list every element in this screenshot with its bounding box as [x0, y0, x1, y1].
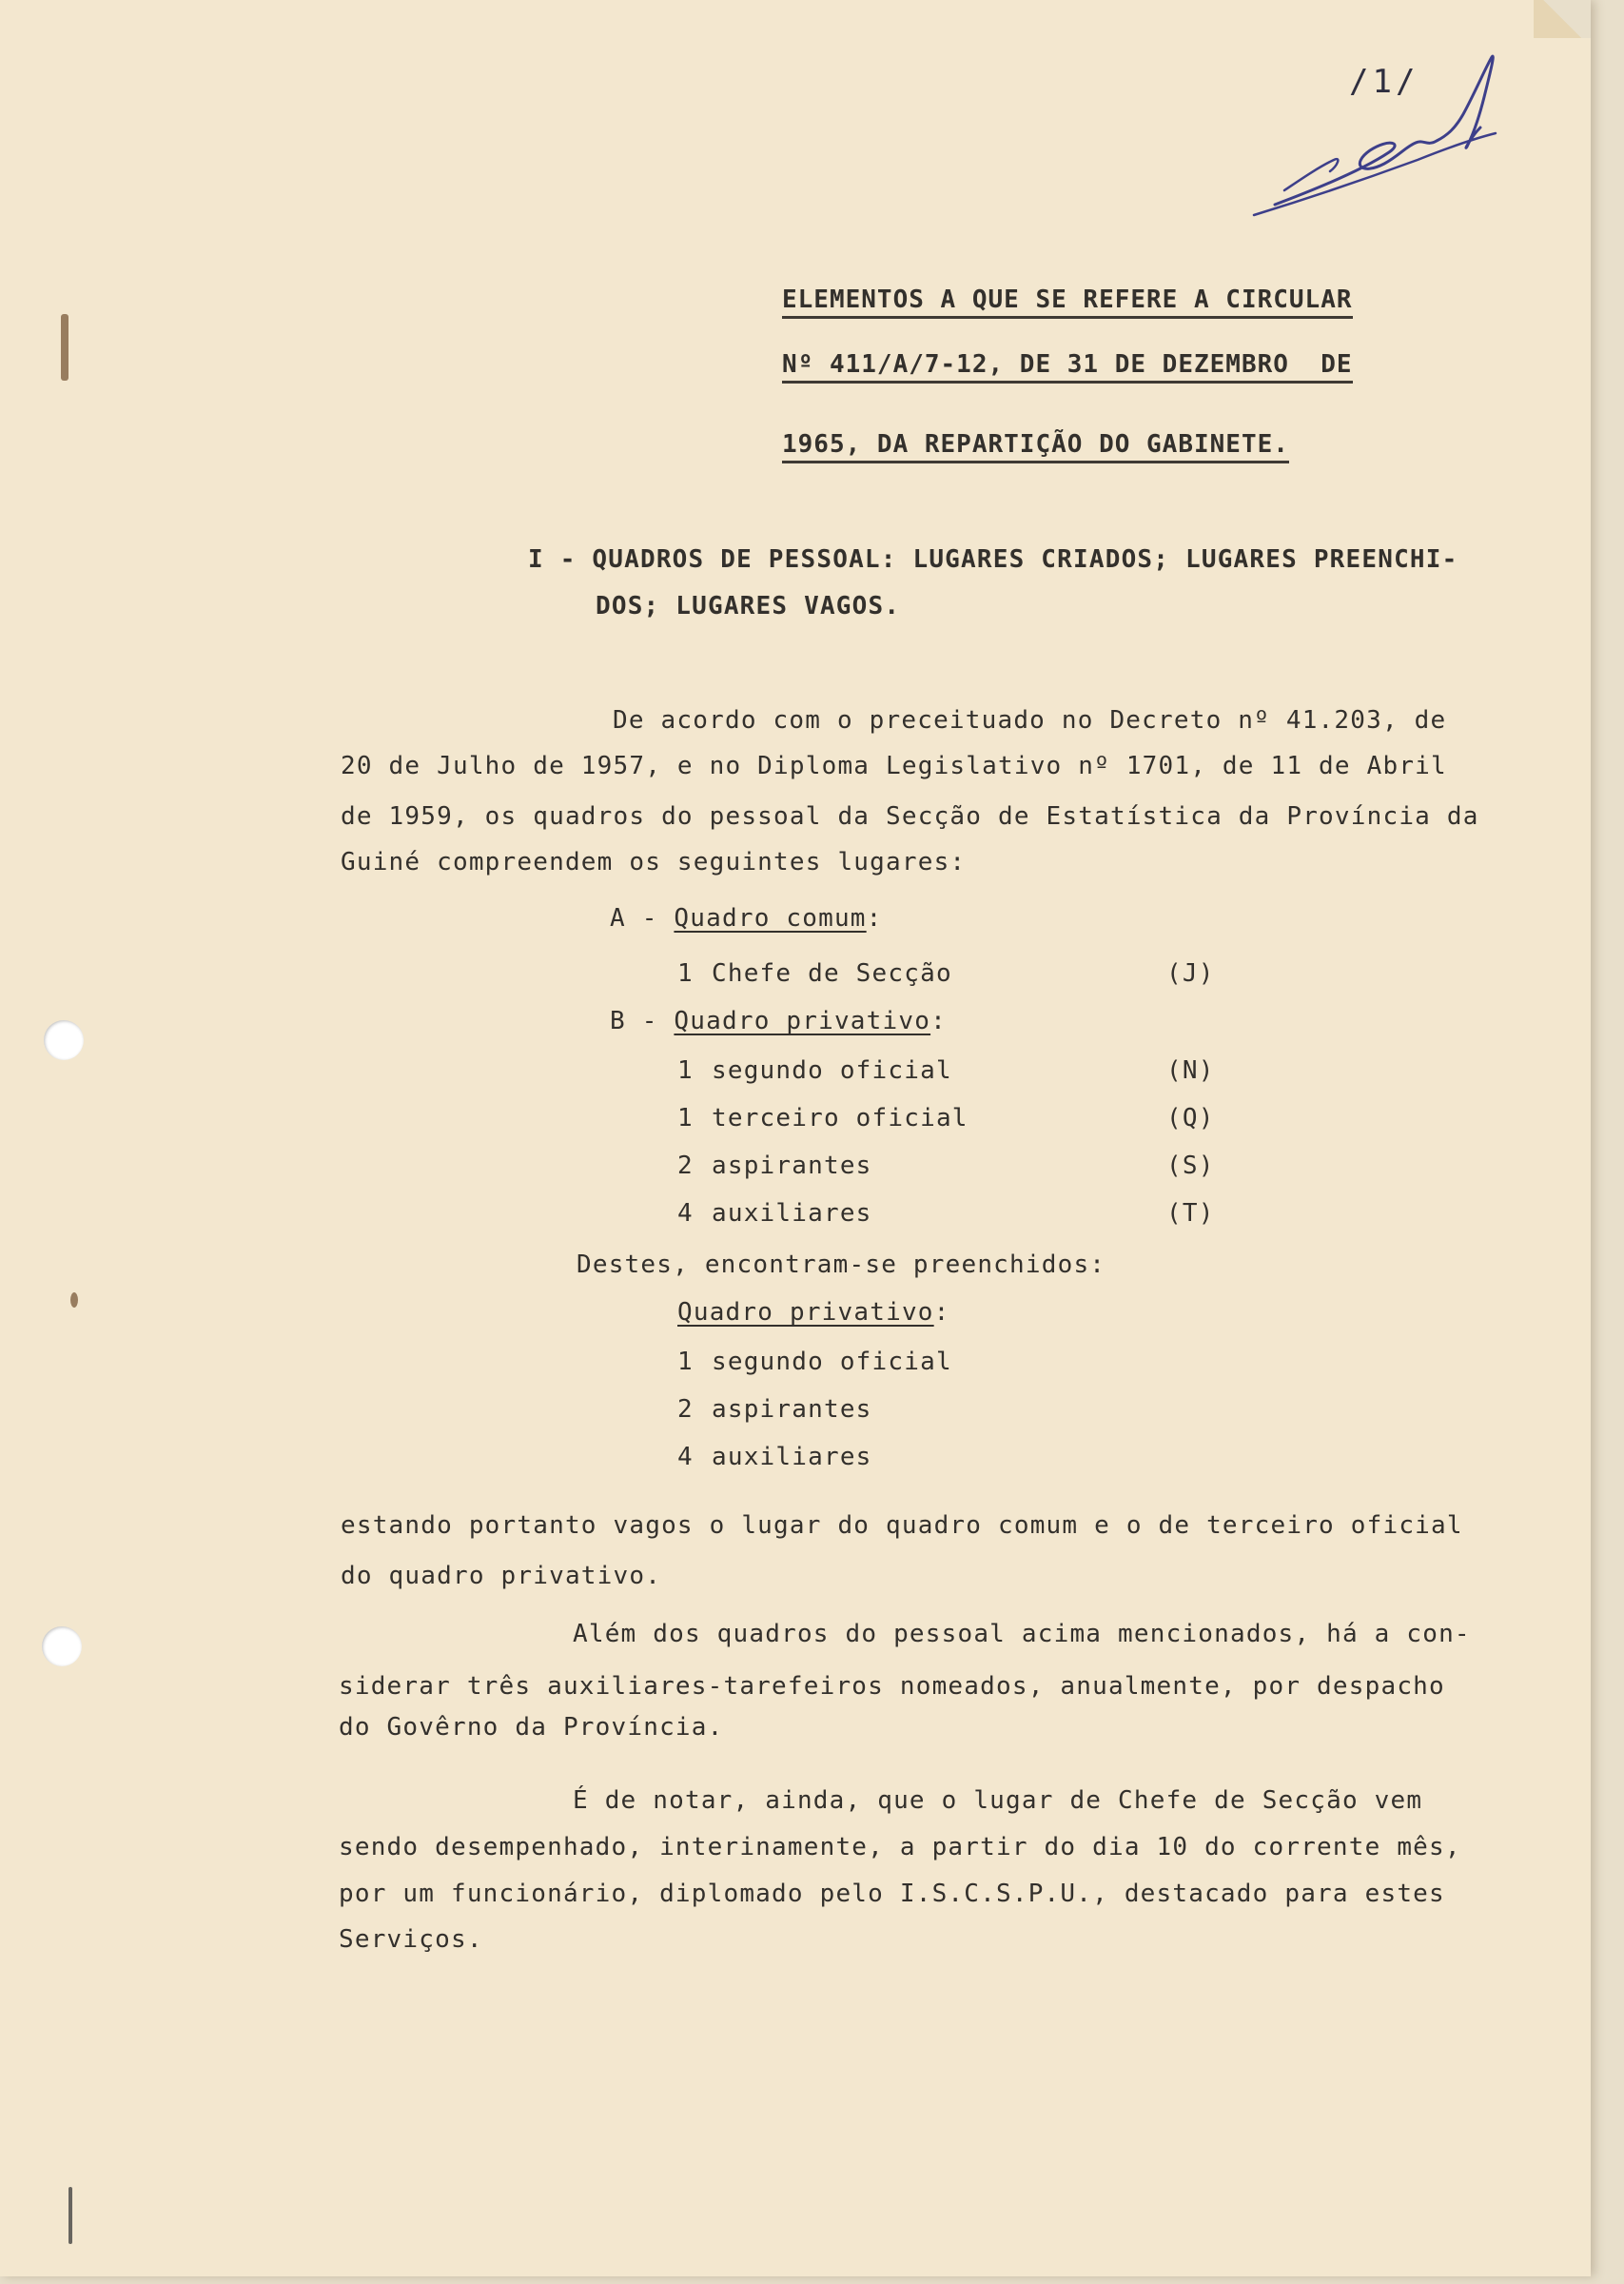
list-item-role: Chefe de Secção	[712, 959, 952, 988]
list-item-grade: (J)	[1166, 959, 1215, 988]
list-item-grade: (T)	[1166, 1199, 1215, 1228]
title-line-2: Nº 411/A/7-12, DE 31 DE DEZEMBRO DE	[782, 350, 1353, 384]
punch-hole-top	[44, 1020, 84, 1060]
list-item-count: 2	[677, 1395, 694, 1424]
filled-suffix: :	[933, 1298, 950, 1327]
section-heading-line-2: DOS; LUGARES VAGOS.	[596, 592, 901, 620]
quadro-privativo-suffix: :	[930, 1007, 947, 1035]
list-item-count: 4	[677, 1199, 694, 1228]
list-item-grade: (S)	[1166, 1152, 1215, 1180]
list-item-role: aspirantes	[712, 1152, 872, 1180]
list-item-role: aspirantes	[712, 1395, 872, 1424]
list-item-role: auxiliares	[712, 1199, 872, 1228]
filled-heading	[677, 1298, 950, 1327]
section-heading-line-1: I - QUADROS DE PESSOAL: LUGARES CRIADOS; LUGARES PREENCHI-	[528, 545, 1458, 574]
staple-stain-middle	[70, 1292, 78, 1308]
quadro-privativo-heading	[610, 1007, 947, 1035]
list-item-count: 1	[677, 1104, 694, 1132]
list-item-count: 2	[677, 1152, 694, 1180]
filled-intro: Destes, encontram-se preenchidos:	[577, 1250, 1106, 1279]
note-line-3: por um funcionário, diplomado pelo I.S.C.S.P.U., destacado para estes	[339, 1880, 1445, 1908]
quadro-comum-suffix: :	[866, 904, 883, 933]
list-item-role: segundo oficial	[712, 1056, 952, 1085]
quadro-comum-label: Quadro comum	[674, 904, 867, 933]
quadro-privativo-label: Quadro privativo	[674, 1007, 931, 1035]
list-item-grade: (Q)	[1166, 1104, 1215, 1132]
list-item-count: 4	[677, 1443, 694, 1471]
extra-line-2: siderar três auxiliares-tarefeiros nomeados, anualmente, por despacho	[339, 1672, 1445, 1701]
note-line-1: É de notar, ainda, que o lugar de Chefe de Secção vem	[573, 1786, 1423, 1815]
vacancy-line-1: estando portanto vagos o lugar do quadro comum e o de terceiro oficial	[341, 1511, 1463, 1540]
list-item-role: auxiliares	[712, 1443, 872, 1471]
title-line-1: ELEMENTOS A QUE SE REFERE A CIRCULAR	[782, 286, 1353, 319]
quadro-comum-heading	[610, 904, 883, 933]
note-line-4: Serviços.	[339, 1925, 483, 1954]
staple-stain-bottom	[68, 2187, 72, 2244]
staple-stain-top	[61, 314, 68, 381]
quadro-privativo-prefix: B -	[610, 1007, 675, 1035]
title-line-3: 1965, DA REPARTIÇÃO DO GABINETE.	[782, 430, 1289, 463]
list-item-role: terceiro oficial	[712, 1104, 969, 1132]
page-number: /1/	[1349, 63, 1419, 101]
intro-line-2: 20 de Julho de 1957, e no Diploma Legislativo nº 1701, de 11 de Abril	[341, 752, 1447, 780]
quadro-comum-prefix: A -	[610, 904, 675, 933]
list-item-grade: (N)	[1166, 1056, 1215, 1085]
intro-line-1: De acordo com o preceituado no Decreto nº 41.203, de	[613, 706, 1447, 735]
filled-label: Quadro privativo	[677, 1298, 934, 1327]
handwritten-signature	[1246, 48, 1513, 228]
list-item-count: 1	[677, 1056, 694, 1085]
intro-line-3: de 1959, os quadros do pessoal da Secção de Estatística da Província da	[341, 802, 1479, 831]
intro-line-4: Guiné compreendem os seguintes lugares:	[341, 848, 967, 876]
extra-line-3: do Govêrno da Província.	[339, 1713, 724, 1742]
list-item-role: segundo oficial	[712, 1348, 952, 1376]
list-item-count: 1	[677, 959, 694, 988]
punch-hole-bottom	[42, 1626, 82, 1666]
folded-corner	[1534, 0, 1591, 38]
vacancy-line-2: do quadro privativo.	[341, 1562, 662, 1590]
list-item-count: 1	[677, 1348, 694, 1376]
note-line-2: sendo desempenhado, interinamente, a partir do dia 10 do corrente mês,	[339, 1833, 1461, 1861]
extra-line-1: Além dos quadros do pessoal acima mencionados, há a con-	[573, 1620, 1471, 1648]
